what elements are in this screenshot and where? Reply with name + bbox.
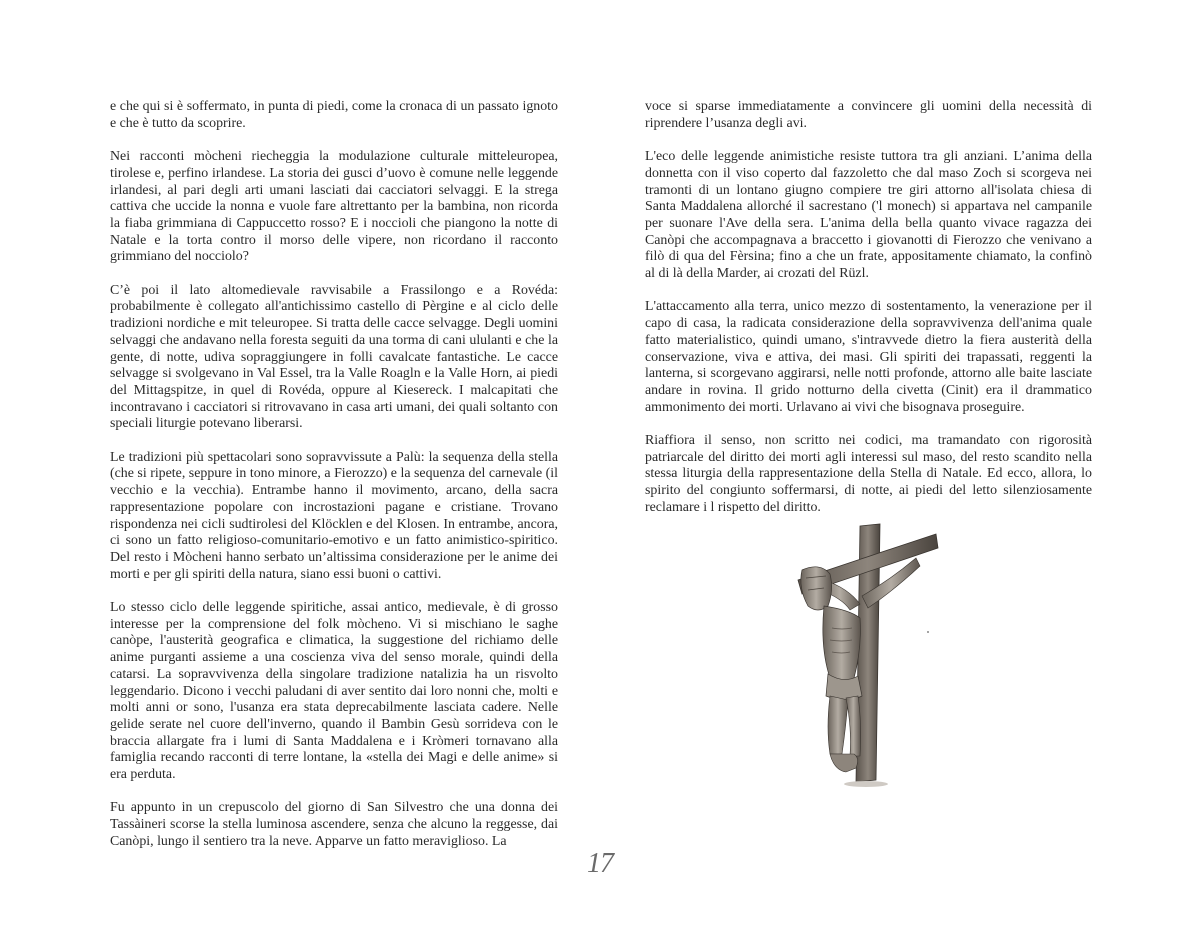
right-text-column xyxy=(645,99,1092,533)
crucifix-illustration xyxy=(790,518,940,790)
page-number: 17 xyxy=(587,848,613,879)
wooden-crucifix-icon xyxy=(790,518,940,790)
left-text-column xyxy=(110,99,558,867)
left-paragraph-4: Le tradizioni più spettacolari sono sopravvissute a Palù: la sequenza della stella (che si ripete, seppure in tono minore, a Fierozzo) e la sequenza del carnevale (il vecchio e la vecchia). Entrambe hanno il movimento, arcano, della sacra rappresentazione popolare con incrostazioni pagane e cristiane. Trovano rispondenza nei cicli sudtirolesi del Klöcklen e del Klosen. In entrambe, ancora, ci sono un fatto religioso-comunitario-emotivo e un fatto animistico-spiritico. Del resto i Mòcheni hanno serbato un’altissima considerazione per le anime dei morti e per gli spiriti della natura, siano essi buoni o cattivi. xyxy=(110,449,558,582)
right-paragraph-4: Riaffiora il senso, non scritto nei codici, ma tramandato con rigorosità patriarcale del diritto dei morti agli interessi sul maso, del resto scandito nella stessa liturgia della rappresentazione della Stella di Natale. Ed ecco, allora, lo spirito del congiunto soffermarsi, di notte, ai piedi del letto silenziosamente reclamare i l rispetto del diritto. xyxy=(645,433,1092,515)
right-paragraph-2: L'eco delle leggende animistiche resiste tuttora tra gli anziani. L’anima della donnetta con il viso coperto dal fazzoletto che dal maso Zoch si scorgeva nei tramonti di un lontano giugno compiere tre giri attorno all'isolata chiesa di Santa Maddalena allorché il sacrestano ('l monech) si appartava nel campanile per suonare l'Ave della sera. L'anima della bella quanto vivace ragazza dei Canòpi che accompagnava a braccetto i giovanotti di Fierozzo che venivano a filò di qua del Fèrsina; fino a che un frate, appositamente chiamato, la confinò al di là della Marder, ai crozati del Rüzl. xyxy=(645,149,1092,282)
left-paragraph-3: C’è poi il lato altomedievale ravvisabile a Frassilongo e a Rovéda: probabilmente è collegato all'antichissimo castello di Pèrgine e al ciclo delle tradizioni nordiche e mit teleuropee. Si tratta delle cacce selvagge. Degli uomini selvaggi che andavano nella foresta seguiti da una torma di cani ululanti e che la gente, di notte, udiva sopraggiungere in folli cavalcate fantastiche. Le cacce selvagge si svolgevano in Val Essel, tra la Valle Roagln e la Valle Horn, ai piedi del Mittagspitze, in quel di Rovéda, oppure al Kiesereck. I malcapitati che incontravano i cacciatori si ritrovavano in casa arti umani, dei quali soltanto con speciali liturgie potevano liberarsi. xyxy=(110,282,558,432)
left-paragraph-2: Nei racconti mòcheni riecheggia la modulazione culturale mitteleuropea, tirolese e, perfino irlandese. La storia dei gusci d’uovo è comune nelle leggende irlandesi, al pari degli arti umani lasciati dai cacciatori selvaggi. E la strega cattiva che uccide la nonna e vuole fare altrettanto per la bambina, non ricorda la fiaba grimmiana di Cappuccetto rosso? E i noccioli che piangono la notte di Natale e la torta contro il morso delle vipere, non ricordano il racconto grimmiano del nocciolo? xyxy=(110,149,558,265)
right-paragraph-3: L'attaccamento alla terra, unico mezzo di sostentamento, la venerazione per il capo di casa, la radicata considerazione della sopravvivenza dell'anima quale fatto materialistico, quindi umano, s'intravvede dietro la fiera austerità della conservazione, viva e attiva, dei masi. Gli spiriti dei trapassati, reggenti la lanterna, si scorgevano aggirarsi, nelle notti profonde, attorno alle baite lasciate andare in rovina. Il grido notturno della civetta (Cinit) era il drammatico ammonimento dei morti. Urlavano ai vivi che bisognava proseguire. xyxy=(645,299,1092,415)
left-paragraph-6: Fu appunto in un crepuscolo del giorno di San Silvestro che una donna dei Tassàineri scorse la stella luminosa ascendere, senza che alcuno la reggesse, dai Canòpi, lungo il sentiero tra la neve. Apparve un fatto meraviglioso. La xyxy=(110,800,558,849)
left-paragraph-5: Lo stesso ciclo delle leggende spiritiche, assai antico, medievale, è di grosso interesse per la comprensione del folk mòcheno. Vi si mischiano le saghe canòpe, l'austerità geografica e climatica, la suggestione del richiamo delle anime purganti assieme a una coscienza viva del senso morale, quindi della catarsi. La sopravvivenza della singolare tradizione natalizia ha un risvolto leggendario. Dicono i vecchi paludani di aver sentito dai loro nonni che, molti e molti anni or sono, l'usanza era stata deprecabilmente lasciata cadere. Nelle gelide serate nel cuore dell'inverno, quando il Bambin Gesù sorrideva con le braccia allargate fra i lumi di Santa Maddalena e i Kròmeri tornavano alla famiglia recando racconti di terre lontane, la «stella dei Magi e delle anime» si era perduta. xyxy=(110,600,558,783)
right-paragraph-1: voce si sparse immediatamente a convincere gli uomini della necessità di riprendere l’usanza degli avi. xyxy=(645,99,1092,131)
left-paragraph-1: e che qui si è soffermato, in punta di piedi, come la cronaca di un passato ignoto e che è tutto da scoprire. xyxy=(110,99,558,131)
